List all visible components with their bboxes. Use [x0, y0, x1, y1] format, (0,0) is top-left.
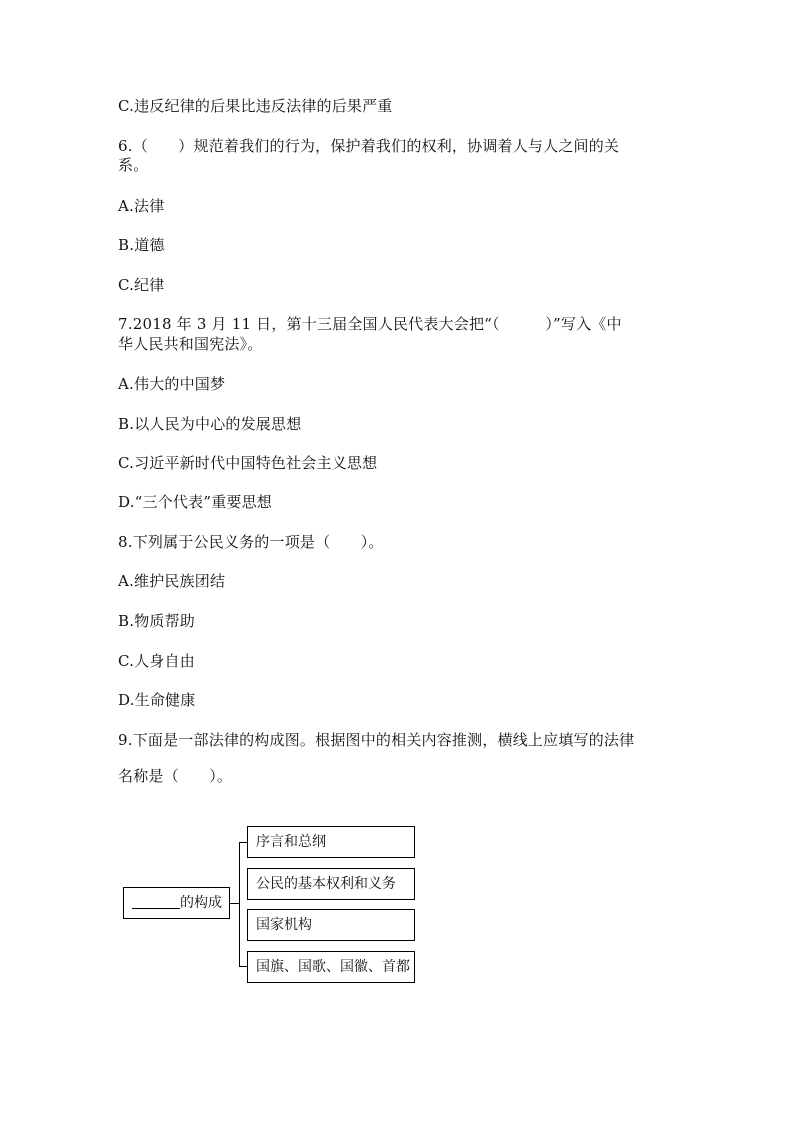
diagram-root-label: 的构成 — [180, 895, 222, 911]
option-6b: B.道德 — [118, 236, 165, 254]
option-7c: C.习近平新时代中国特色社会主义思想 — [118, 454, 378, 472]
diagram-root-box — [123, 887, 230, 919]
question-9-line-2: 名称是（ ）。 — [118, 767, 233, 785]
option-7d: D.“三个代表”重要思想 — [118, 493, 272, 511]
option-8d: D.生命健康 — [118, 691, 196, 709]
diagram-branch-2: 公民的基本权利和义务 — [247, 868, 415, 900]
question-7-line-2: 华人民共和国宪法》。 — [118, 335, 263, 353]
option-6a: A.法律 — [118, 197, 165, 215]
answer-blank — [132, 892, 180, 909]
diagram-branch-4: 国旗、国歌、国徽、首都 — [247, 951, 415, 983]
question-8: 8.下列属于公民义务的一项是（ ）。 — [118, 533, 384, 551]
diagram-branch-3: 国家机构 — [247, 909, 415, 941]
option-8c: C.人身自由 — [118, 652, 195, 670]
connector-branch-4 — [239, 966, 247, 967]
option-6c: C.纪律 — [118, 276, 165, 294]
diagram-branch-1: 序言和总纲 — [247, 826, 415, 858]
question-6-line-1: 6.（ ）规范着我们的行为，保护着我们的权利，协调着人与人之间的关 — [118, 137, 620, 155]
option-5c: C.违反纪律的后果比违反法律的后果严重 — [118, 97, 393, 115]
option-7a: A.伟大的中国梦 — [118, 375, 226, 393]
connector-root — [230, 903, 239, 904]
question-9-line-1: 9.下面是一部法律的构成图。根据图中的相关内容推测，横线上应填写的法律 — [118, 731, 635, 749]
option-8b: B.物质帮助 — [118, 612, 195, 630]
option-8a: A.维护民族团结 — [118, 572, 226, 590]
option-7b: B.以人民为中心的发展思想 — [118, 415, 302, 433]
question-6-line-2: 系。 — [118, 156, 149, 174]
connector-branch-1 — [239, 842, 247, 843]
question-7-line-1: 7.2018 年 3 月 11 日，第十三届全国人民代表大会把“（ ）”写入《中 — [118, 315, 622, 333]
connector-trunk — [239, 842, 240, 966]
